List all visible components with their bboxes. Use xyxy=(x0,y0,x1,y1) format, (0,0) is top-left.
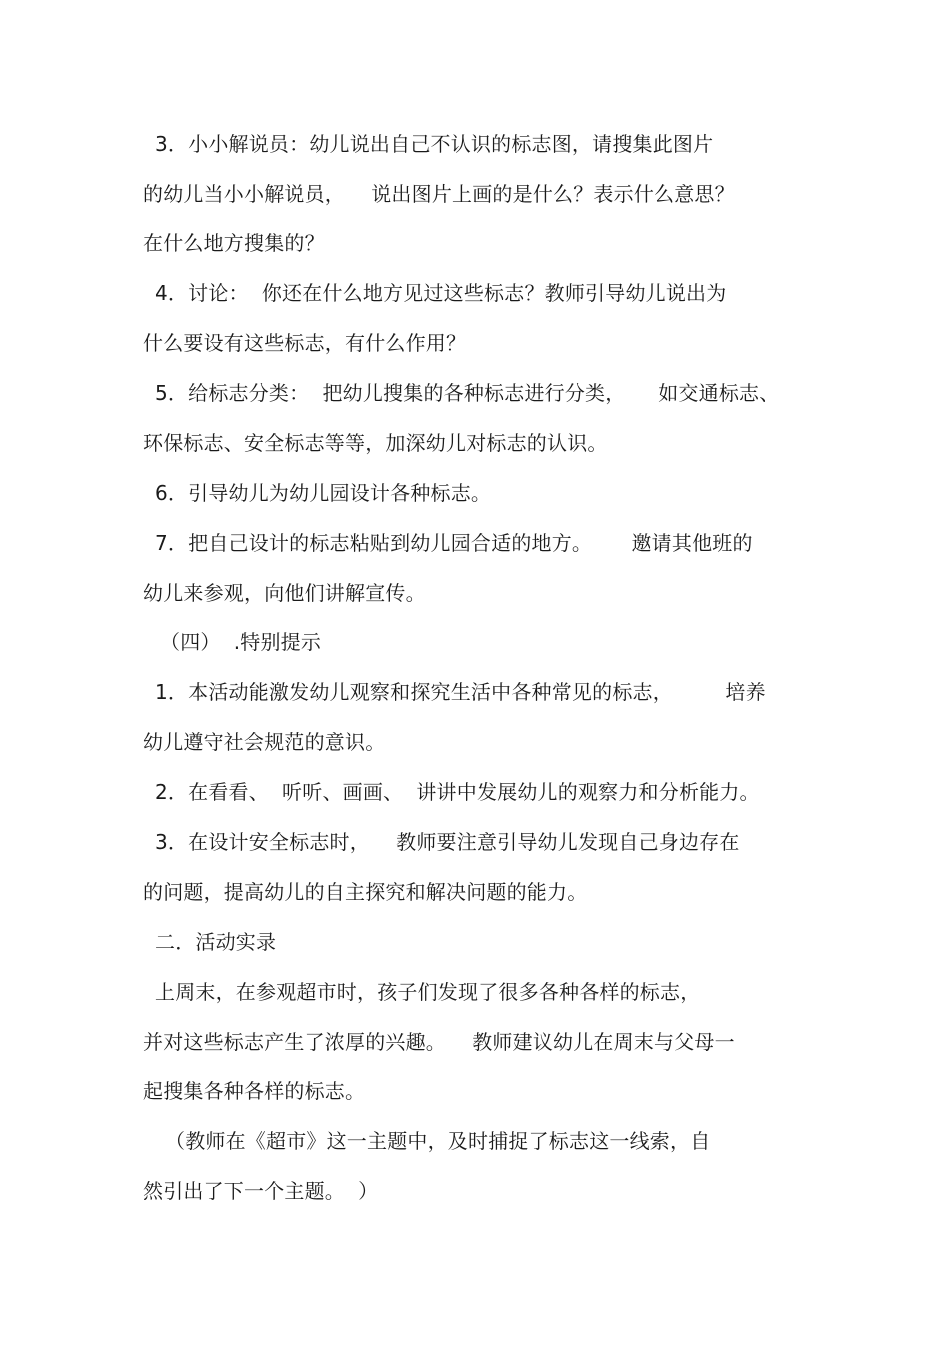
text-line-8: 6．引导幼儿为幼儿园设计各种标志。 xyxy=(155,481,492,505)
text-line-7: 环保标志、安全标志等等，加深幼儿对标志的认识。 xyxy=(143,431,608,455)
section-heading-activity-record: 二．活动实录 xyxy=(155,930,277,954)
text-line-20: 起搜集各种各样的标志。 xyxy=(143,1079,366,1103)
text-line-10: 幼儿来参观，向他们讲解宣传。 xyxy=(143,581,426,605)
text-line-15: 3．在设计安全标志时， 教师要注意引导幼儿发现自己身边存在 xyxy=(155,830,740,854)
text-line-18: 上周末，在参观超市时，孩子们发现了很多各种各样的标志， xyxy=(155,980,701,1004)
text-line-16: 的问题，提高幼儿的自主探究和解决问题的能力。 xyxy=(143,880,588,904)
text-line-1: 3．小小解说员：幼儿说出自己不认识的标志图，请搜集此图片 xyxy=(155,132,714,156)
text-line-4: 4．讨论： 你还在什么地方见过这些标志？教师引导幼儿说出为 xyxy=(155,281,727,305)
text-line-5: 什么要设有这些标志，有什么作用？ xyxy=(143,331,467,355)
text-line-19: 并对这些标志产生了浓厚的兴趣。 教师建议幼儿在周末与父母一 xyxy=(143,1030,735,1054)
text-line-6: 5．给标志分类： 把幼儿搜集的各种标志进行分类， 如交通标志、 xyxy=(155,381,780,405)
text-line-13: 幼儿遵守社会规范的意识。 xyxy=(143,730,386,754)
text-line-14: 2．在看看、 听听、画画、 讲讲中发展幼儿的观察力和分析能力。 xyxy=(155,780,760,804)
text-line-22: 然引出了下一个主题。 ） xyxy=(143,1179,379,1203)
section-heading-special-tips: （四） .特别提示 xyxy=(160,630,322,654)
text-line-9: 7．把自己设计的标志粘贴到幼儿园合适的地方。 邀请其他班的 xyxy=(155,531,753,555)
text-line-12: 1．本活动能激发幼儿观察和探究生活中各种常见的标志， 培养 xyxy=(155,680,766,704)
text-line-21: （教师在《超市》这一主题中，及时捕捉了标志这一线索，自 xyxy=(165,1129,711,1153)
text-line-3: 在什么地方搜集的？ xyxy=(143,231,325,255)
text-line-2: 的幼儿当小小解说员， 说出图片上画的是什么？表示什么意思？ xyxy=(143,182,735,206)
